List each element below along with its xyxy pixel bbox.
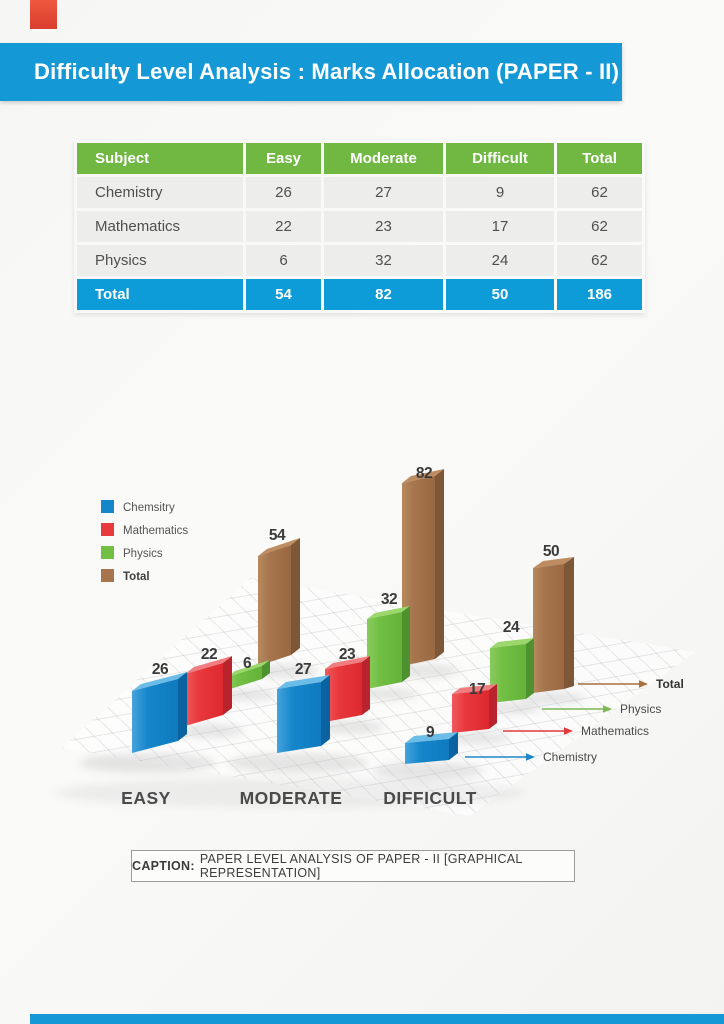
cell-subject: Chemistry	[77, 177, 243, 208]
cell-total-value: 186	[557, 279, 642, 310]
series-pointer-total	[578, 677, 684, 691]
cell-value: 26	[246, 177, 321, 208]
series-pointer-label: Chemistry	[543, 750, 598, 764]
value-label-moderate-mathematics: 23	[338, 646, 356, 663]
legend-swatch-chemistry	[101, 500, 114, 513]
bar-moderate-chemistry	[277, 675, 330, 753]
series-pointer-label: Mathematics	[581, 724, 650, 738]
arrow-right-icon	[564, 727, 573, 735]
page-title-banner	[0, 43, 622, 101]
value-label-easy-mathematics: 22	[200, 646, 218, 663]
cell-value: 27	[324, 177, 443, 208]
col-header-total: Total	[557, 143, 642, 174]
bar-moderate-physics	[367, 606, 410, 689]
chart-legend	[101, 500, 188, 583]
series-pointer-label: Total	[656, 677, 684, 691]
bottom-bar-decoration	[30, 1014, 724, 1024]
value-label-easy-chemistry: 26	[151, 661, 169, 678]
table-row	[77, 177, 642, 208]
caption-box	[131, 850, 575, 882]
col-header-subject: Subject	[77, 143, 243, 174]
marks-allocation-table	[74, 140, 645, 313]
value-label-difficult-total: 50	[542, 543, 560, 560]
cell-total-value: 82	[324, 279, 443, 310]
arrow-right-icon	[526, 753, 535, 761]
value-label-difficult-physics: 24	[502, 619, 520, 636]
bar-difficult-total	[533, 557, 574, 693]
col-header-easy: Easy	[246, 143, 321, 174]
category-label-moderate: MODERATE	[239, 788, 343, 808]
cell-value: 24	[446, 245, 554, 276]
cell-value: 6	[246, 245, 321, 276]
value-label-difficult-mathematics: 17	[468, 681, 486, 698]
legend-swatch-mathematics	[101, 523, 114, 536]
table-total-row	[77, 279, 642, 310]
cell-value: 23	[324, 211, 443, 242]
cell-value: 62	[557, 177, 642, 208]
value-label-moderate-total: 82	[415, 465, 433, 482]
category-label-difficult: DIFFICULT	[383, 788, 477, 808]
table-row	[77, 211, 642, 242]
arrow-right-icon	[603, 705, 612, 713]
cell-value: 17	[446, 211, 554, 242]
cell-value: 62	[557, 245, 642, 276]
cell-subject: Physics	[77, 245, 243, 276]
cell-value: 22	[246, 211, 321, 242]
series-pointer-mathematics	[503, 724, 649, 738]
cell-total-value: 50	[446, 279, 554, 310]
cell-value: 62	[557, 211, 642, 242]
value-label-difficult-chemistry: 9	[425, 724, 435, 741]
caption-label: CAPTION:	[132, 859, 195, 873]
caption-text: PAPER LEVEL ANALYSIS OF PAPER - II [GRAPHICAL REPRESENTATION]	[199, 852, 523, 880]
legend-label-mathematics: Mathematics	[123, 525, 189, 537]
marks-3d-bar-chart	[0, 440, 724, 840]
cell-value: 32	[324, 245, 443, 276]
bar-easy-total	[258, 538, 300, 666]
legend-label-total: Total	[123, 571, 150, 583]
col-header-difficult: Difficult	[446, 143, 554, 174]
cell-total-value: 54	[246, 279, 321, 310]
col-header-moderate: Moderate	[324, 143, 443, 174]
legend-swatch-total	[101, 569, 114, 582]
top-left-tab-decoration	[30, 0, 57, 29]
value-label-moderate-chemistry: 27	[294, 661, 312, 678]
table-header-row	[77, 143, 642, 174]
bar-easy-chemistry	[132, 672, 187, 753]
legend-swatch-physics	[101, 546, 114, 559]
table-row	[77, 245, 642, 276]
arrow-right-icon	[639, 680, 648, 688]
cell-subject: Mathematics	[77, 211, 243, 242]
cell-value: 9	[446, 177, 554, 208]
value-label-easy-total: 54	[268, 527, 286, 544]
series-pointer-label: Physics	[620, 702, 662, 716]
series-pointer-physics	[542, 702, 661, 716]
category-label-easy: EASY	[121, 788, 171, 808]
value-label-moderate-physics: 32	[380, 591, 398, 608]
series-pointer-chemistry	[465, 750, 597, 764]
legend-label-chemistry: Chemsitry	[123, 502, 175, 514]
value-label-easy-physics: 6	[242, 655, 252, 672]
bar-moderate-mathematics	[325, 656, 370, 722]
cell-total-label: Total	[77, 279, 243, 310]
page-title: Difficulty Level Analysis : Marks Allocation (PAPER - II)	[34, 59, 620, 84]
legend-label-physics: Physics	[123, 548, 163, 560]
bar-easy-mathematics	[185, 656, 232, 726]
